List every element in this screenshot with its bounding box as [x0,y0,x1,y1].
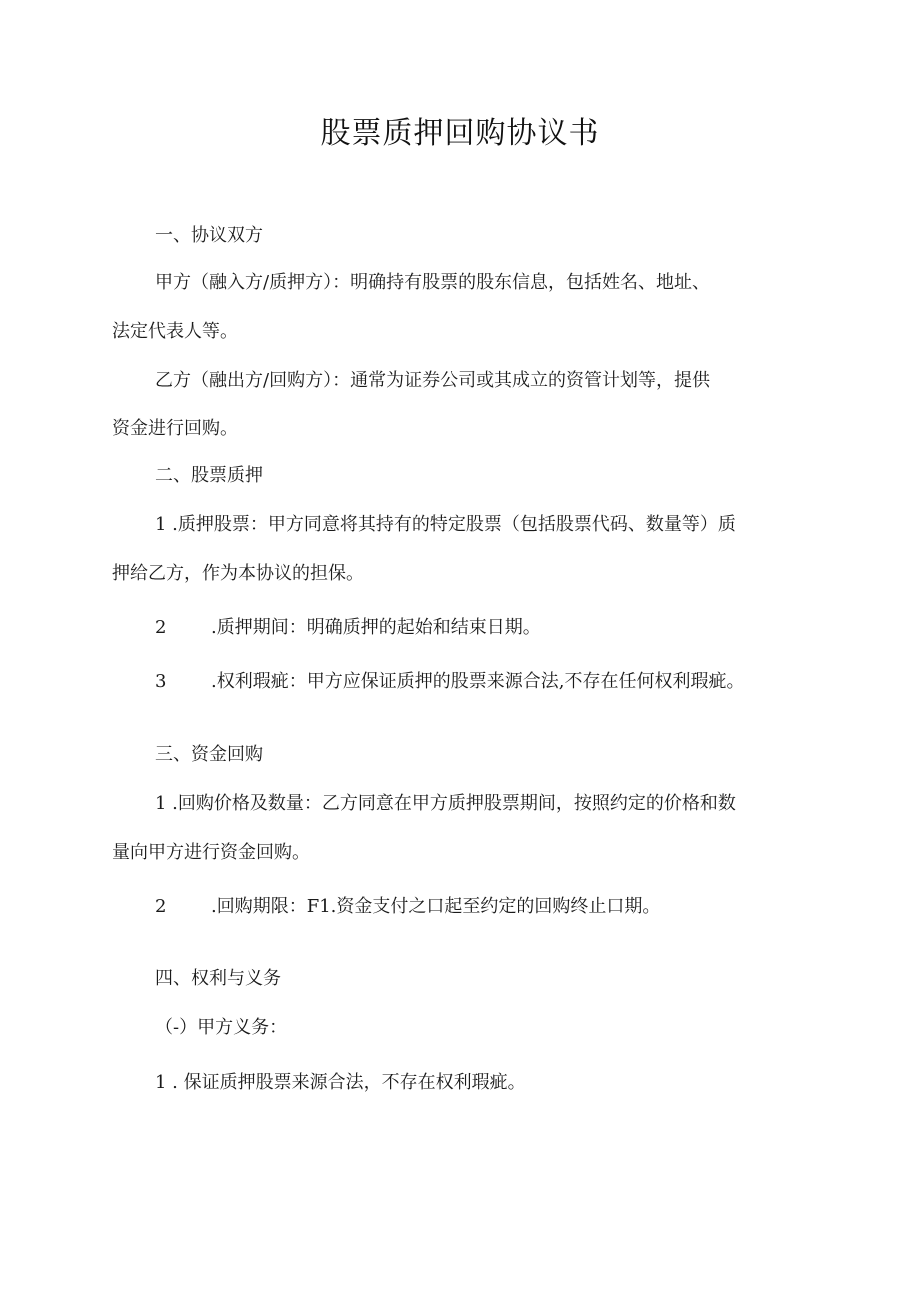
party-b-line-1: 乙方（融出方/回购方）：通常为证券公司或其成立的资管计划等，提供 [155,370,711,391]
pledge-item-2-number: 2 [155,617,167,638]
pledge-item-2-text: .质押期间：明确质押的起始和结束日期。 [211,617,541,638]
section-heading-parties: 一、协议双方 [155,225,263,246]
party-a-line-1: 甲方（融入方/质押方）：明确持有股票的股东信息，包括姓名、地址、 [155,272,711,293]
obligation-item-1: 1 . 保证质押股票来源合法，不存在权利瑕疵。 [155,1072,526,1093]
repurchase-item-1-line-1: 1 .回购价格及数量：乙方同意在甲方质押股票期间，按照约定的价格和数 [155,793,736,814]
party-b-line-2: 资金进行回购。 [112,418,238,439]
repurchase-item-2-text: .回购期限：F1.资金支付之口起至约定的回购终止口期。 [211,896,661,917]
party-a-line-2: 法定代表人等。 [112,321,238,342]
repurchase-item-1-line-2: 量向甲方进行资金回购。 [112,842,310,863]
repurchase-item-2 [155,893,660,921]
section-heading-rights-obligations: 四、权利与义务 [155,968,281,989]
pledge-item-1-line-1: 1 .质押股票：甲方同意将其持有的特定股票（包括股票代码、数量等）质 [155,514,736,535]
pledge-item-3 [155,668,744,696]
pledge-item-2 [155,614,541,642]
pledge-item-3-number: 3 [155,671,167,692]
party-a-obligations-subheading: （-）甲方义务： [155,1017,288,1038]
pledge-item-1-line-2: 押给乙方，作为本协议的担保。 [112,563,364,584]
section-heading-repurchase: 三、资金回购 [155,744,263,765]
section-heading-pledge: 二、股票质押 [155,465,263,486]
repurchase-item-2-number: 2 [155,896,167,917]
document-title: 股票质押回购协议书 [320,116,600,151]
pledge-item-3-text: .权利瑕疵：甲方应保证质押的股票来源合法,不存在任何权利瑕疵。 [211,671,745,692]
